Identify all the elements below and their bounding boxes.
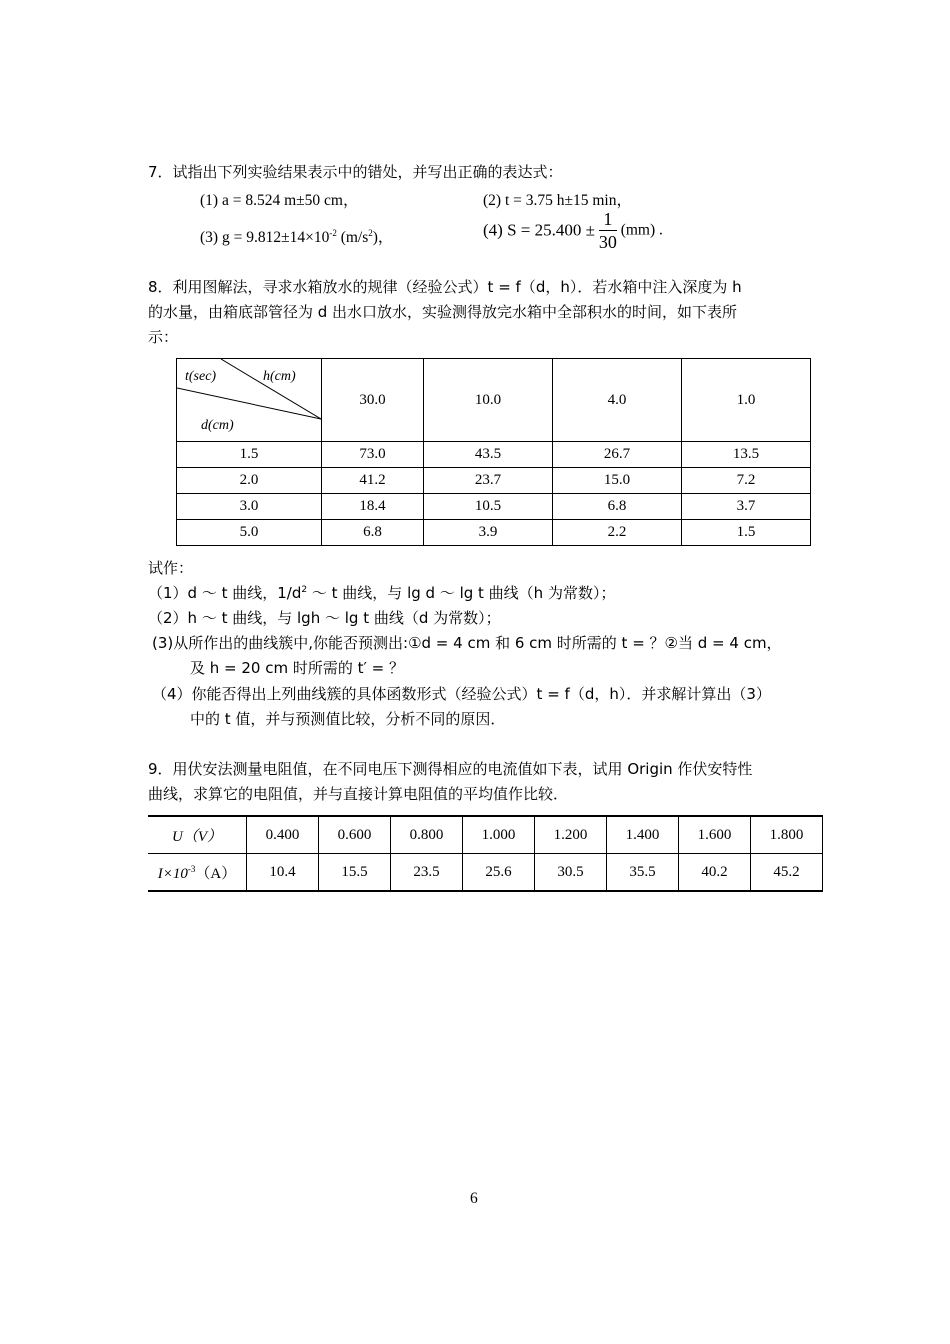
table-row: [177, 520, 811, 546]
u-cell: 1.200: [535, 816, 607, 854]
i-cell: 40.2: [679, 854, 751, 892]
t-cell: 3.7: [682, 494, 811, 520]
fraction: $\frac{1}{30}$: [598, 209, 617, 252]
t-cell: 41.2: [322, 468, 424, 494]
q7-item-3: (3) $g = 9.812\pm 14\times 10^{-2}$ $(m/s^2)$，: [200, 227, 394, 246]
table-row: [148, 816, 823, 854]
corner-d-label: d(cm): [201, 418, 234, 433]
i-label: $I\times 10^{-3}(A)$: [148, 854, 247, 892]
d-cell: 2.0: [177, 468, 322, 494]
t-cell: 13.5: [682, 442, 811, 468]
t-cell: 6.8: [322, 520, 424, 546]
table-row: [177, 442, 811, 468]
table-row: [177, 494, 811, 520]
d-cell: 5.0: [177, 520, 322, 546]
q8-subtask-4a: （4）你能否得出上列曲线簇的具体函数形式（经验公式）t = f（d，h）．并求解计算出（3）: [152, 685, 771, 703]
t-cell: 73.0: [322, 442, 424, 468]
i-cell: 35.5: [607, 854, 679, 892]
q8-subtask-1: （1）d ～ t 曲线，$1/d^2$ ～ t 曲线，与 lg d ～ lg t 曲线（h 为常数）；: [148, 584, 616, 602]
q8-line-2: 的水量，由箱底部管径为 d 出水口放水，实验测得放完水箱中全部积水的时间，如下表所: [148, 303, 738, 321]
u-cell: 0.400: [247, 816, 319, 854]
t-cell: 3.9: [424, 520, 553, 546]
drain-time-table: [176, 358, 811, 546]
i-cell: 23.5: [391, 854, 463, 892]
t-cell: 18.4: [322, 494, 424, 520]
u-cell: 1.000: [463, 816, 535, 854]
t-cell: 23.7: [424, 468, 553, 494]
u-cell: 1.400: [607, 816, 679, 854]
page-number: 6: [470, 1190, 478, 1207]
q8-try-label: 试作：: [148, 559, 194, 577]
q8-subtask-3b: 及 h = 20 cm 时所需的 t′ = ？: [190, 659, 405, 677]
table-row: [148, 854, 823, 892]
h-header: 30.0: [322, 359, 424, 442]
i-cell: 45.2: [751, 854, 823, 892]
t-cell: 15.0: [553, 468, 682, 494]
q7-title: 7．试指出下列实验结果表示中的错处，并写出正确的表达式：: [148, 163, 563, 181]
q8-subtask-3a: (3)从所作出的曲线簇中,你能否预测出:①d = 4 cm 和 6 cm 时所需的 t = ？②当 d = 4 cm，: [152, 634, 782, 652]
t-cell: 6.8: [553, 494, 682, 520]
q8-line-3: 示：: [148, 328, 179, 346]
h-header: 10.0: [424, 359, 553, 442]
table-row: [177, 468, 811, 494]
q8-subtask-4b: 中的 t 值，并与预测值比较，分析不同的原因．: [190, 710, 506, 728]
u-cell: 0.800: [391, 816, 463, 854]
d-cell: 3.0: [177, 494, 322, 520]
corner-cell: [177, 359, 322, 442]
d-cell: 1.5: [177, 442, 322, 468]
t-cell: 7.2: [682, 468, 811, 494]
q8-subtask-2: （2）h ～ t 曲线，与 lgh ～ lg t 曲线（d 为常数）；: [148, 609, 501, 627]
u-label: U（V）: [148, 816, 247, 854]
t-cell: 43.5: [424, 442, 553, 468]
u-cell: 0.600: [319, 816, 391, 854]
i-cell: 30.5: [535, 854, 607, 892]
t-cell: 2.2: [553, 520, 682, 546]
q7-item-1: (1) a = 8.524 m±50 cm，: [200, 192, 359, 209]
q8-line-1: 8．利用图解法，寻求水箱放水的规律（经验公式）t = f（d，h）．若水箱中注入深度为 h: [148, 278, 742, 296]
i-cell: 15.5: [319, 854, 391, 892]
h-header: 1.0: [682, 359, 811, 442]
q7-item-4: (4) S = 25.400 ± $\frac{1}{30}$ (mm) .: [483, 209, 663, 252]
voltage-current-table: [148, 815, 823, 892]
h-header: 4.0: [553, 359, 682, 442]
i-cell: 10.4: [247, 854, 319, 892]
t-cell: 26.7: [553, 442, 682, 468]
t-cell: 1.5: [682, 520, 811, 546]
u-cell: 1.600: [679, 816, 751, 854]
corner-h-label: h(cm): [263, 369, 296, 384]
q9-line-1: 9．用伏安法测量电阻值，在不同电压下测得相应的电流值如下表，试用 Origin 作伏安特性: [148, 760, 753, 778]
corner-t-label: t(sec): [185, 369, 217, 384]
u-cell: 1.800: [751, 816, 823, 854]
q7-item-2: (2) t = 3.75 h±15 min，: [483, 192, 632, 209]
i-cell: 25.6: [463, 854, 535, 892]
q9-line-2: 曲线，求算它的电阻值，并与直接计算电阻值的平均值作比较．: [148, 785, 569, 803]
t-cell: 10.5: [424, 494, 553, 520]
